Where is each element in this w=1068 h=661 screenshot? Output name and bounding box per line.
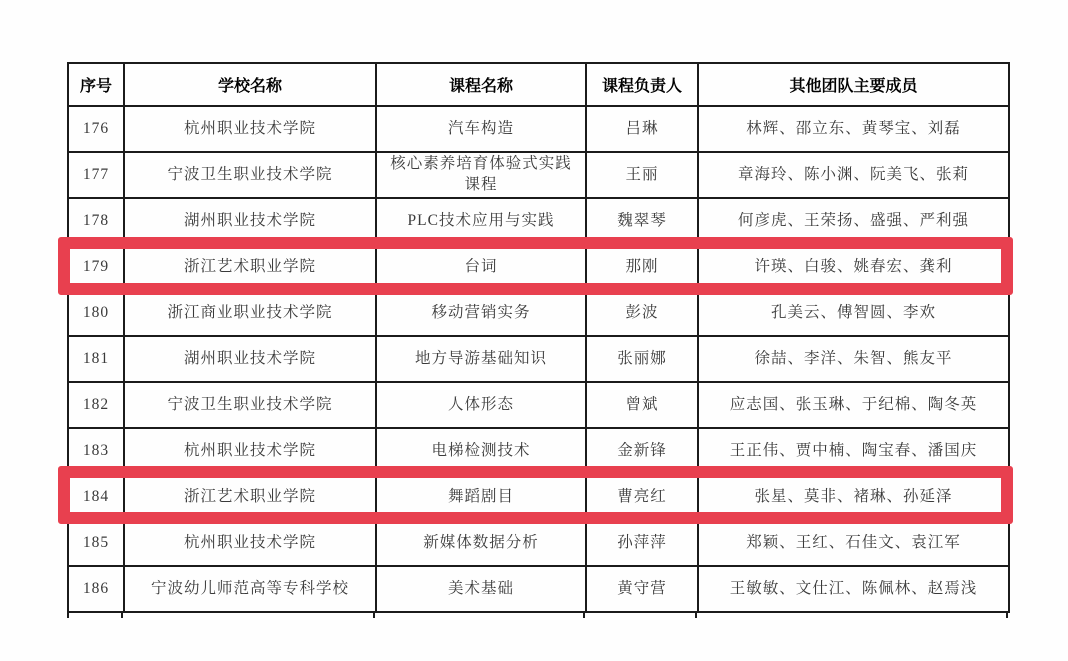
column-header-school: 学校名称 (124, 63, 376, 106)
cell-members: 郑颖、王红、石佳文、袁江军 (698, 520, 1009, 566)
cell-school: 杭州职业技术学院 (124, 520, 376, 566)
column-header-members: 其他团队主要成员 (698, 63, 1009, 106)
column-header-leader: 课程负责人 (586, 63, 698, 106)
cell-no: 182 (68, 382, 124, 428)
table-row (68, 382, 1009, 428)
cell-course: 核心素养培育体验式实践课程 (376, 152, 586, 198)
cell-school: 杭州职业技术学院 (124, 106, 376, 152)
cell-leader: 曾斌 (586, 382, 698, 428)
cell-members: 徐喆、李洋、朱智、熊友平 (698, 336, 1009, 382)
cell-school: 宁波卫生职业技术学院 (124, 382, 376, 428)
table-row (68, 520, 1009, 566)
cell-members: 孔美云、傅智圆、李欢 (698, 290, 1009, 336)
course-table-body (68, 106, 1009, 612)
cell-no: 184 (68, 474, 124, 520)
table-cutoff-line (121, 611, 123, 618)
cell-leader: 张丽娜 (586, 336, 698, 382)
cell-members: 章海玲、陈小渊、阮美飞、张莉 (698, 152, 1009, 198)
cell-members: 王敏敏、文仕江、陈佩林、赵焉浅 (698, 566, 1009, 612)
cell-school: 宁波幼儿师范高等专科学校 (124, 566, 376, 612)
cell-school: 杭州职业技术学院 (124, 428, 376, 474)
cell-no: 181 (68, 336, 124, 382)
cell-leader: 魏翠琴 (586, 198, 698, 244)
cell-members: 王正伟、贾中楠、陶宝春、潘国庆 (698, 428, 1009, 474)
cell-course: 新媒体数据分析 (376, 520, 586, 566)
cell-leader: 王丽 (586, 152, 698, 198)
cell-school: 浙江艺术职业学院 (124, 244, 376, 290)
cell-no: 183 (68, 428, 124, 474)
table-row (68, 566, 1009, 612)
cell-members: 林辉、邵立东、黄琴宝、刘磊 (698, 106, 1009, 152)
cell-school: 宁波卫生职业技术学院 (124, 152, 376, 198)
table-row (68, 198, 1009, 244)
table-row (68, 290, 1009, 336)
cell-no: 180 (68, 290, 124, 336)
table-cutoff-line (373, 611, 375, 618)
table-row (68, 428, 1009, 474)
cell-leader: 那刚 (586, 244, 698, 290)
table-row (68, 152, 1009, 198)
cell-members: 何彦虎、王荣扬、盛强、严利强 (698, 198, 1009, 244)
cell-members: 许瑛、白骏、姚春宏、龚利 (698, 244, 1009, 290)
cell-no: 178 (68, 198, 124, 244)
column-header-course: 课程名称 (376, 63, 586, 106)
cell-course: 舞蹈剧目 (376, 474, 586, 520)
cell-leader: 黄守营 (586, 566, 698, 612)
table-row (68, 336, 1009, 382)
cell-no: 186 (68, 566, 124, 612)
cell-leader: 吕琳 (586, 106, 698, 152)
cell-no: 185 (68, 520, 124, 566)
cell-course: 台词 (376, 244, 586, 290)
cell-members: 张星、莫非、褚琳、孙延泽 (698, 474, 1009, 520)
cell-school: 浙江艺术职业学院 (124, 474, 376, 520)
cell-course: 人体形态 (376, 382, 586, 428)
cell-leader: 曹亮红 (586, 474, 698, 520)
cell-no: 177 (68, 152, 124, 198)
cell-no: 179 (68, 244, 124, 290)
cell-leader: 彭波 (586, 290, 698, 336)
cell-members: 应志国、张玉琳、于纪棉、陶冬英 (698, 382, 1009, 428)
cell-school: 浙江商业职业技术学院 (124, 290, 376, 336)
header-row (68, 63, 1009, 106)
course-table (67, 62, 1010, 613)
table-cutoff-line (67, 611, 69, 618)
cell-school: 湖州职业技术学院 (124, 336, 376, 382)
cell-course: PLC技术应用与实践 (376, 198, 586, 244)
table-row (68, 474, 1009, 520)
cell-school: 湖州职业技术学院 (124, 198, 376, 244)
cell-course: 地方导游基础知识 (376, 336, 586, 382)
cell-leader: 金新锋 (586, 428, 698, 474)
cell-course: 美术基础 (376, 566, 586, 612)
column-header-no: 序号 (68, 63, 124, 106)
cell-course: 电梯检测技术 (376, 428, 586, 474)
table-row (68, 106, 1009, 152)
table-cutoff-line (1006, 611, 1008, 618)
table-cutoff-line (583, 611, 585, 618)
cell-no: 176 (68, 106, 124, 152)
cell-leader: 孙萍萍 (586, 520, 698, 566)
cell-course: 移动营销实务 (376, 290, 586, 336)
table-cutoff-line (695, 611, 697, 618)
table-row (68, 244, 1009, 290)
cell-course: 汽车构造 (376, 106, 586, 152)
